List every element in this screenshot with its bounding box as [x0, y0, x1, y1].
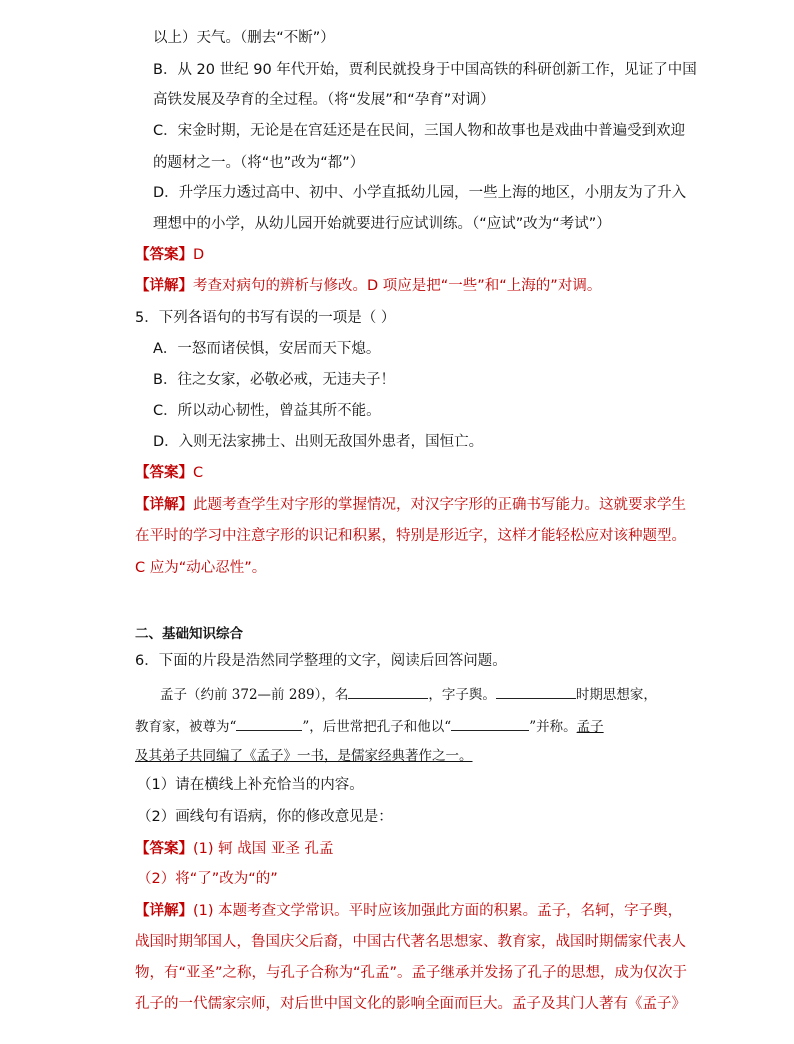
q5-detail-line1	[135, 495, 686, 515]
passage-text: 时期思想家，	[575, 687, 657, 703]
passage-text: ，字子舆。	[428, 687, 496, 703]
passage-line3	[135, 746, 473, 766]
detail-text: 考查对病句的辨析与修改。D 项应是把“一些”和“上海的”对调。	[193, 278, 602, 294]
q6-detail-line3: 物，有“亚圣”之称，与孔子合称为“孔孟”。孟子继承并发扬了孔子的思想，成为仅次于	[135, 965, 688, 981]
section-heading: 二、基础知识综合	[135, 626, 243, 642]
answer-blank[interactable]	[348, 684, 428, 699]
underlined-sentence: 孟子	[576, 719, 604, 735]
q4-option-a-tail: 以上）天气。（删去“不断”）	[153, 30, 335, 46]
answer-blank[interactable]	[496, 684, 576, 699]
q6-sub1: （1）请在横线上补充恰当的内容。	[137, 777, 364, 793]
passage-text: 教育家，被尊为“	[135, 719, 237, 735]
passage-line1	[160, 684, 657, 705]
detail-label: 【详解】	[135, 497, 193, 513]
passage-line2	[135, 716, 604, 737]
q5-option-a: A．一怒而诸侯惧，安居而天下熄。	[153, 341, 381, 357]
answer-value: (1) 轲 战国 亚圣 孔孟	[193, 841, 334, 857]
passage-text: 孟子（约前 372—前 289），名	[160, 687, 349, 703]
q6-answer-2: （2）将“了”改为“的”	[137, 871, 278, 887]
q4-option-d-line2: 理想中的小学，从幼儿园开始就要进行应试训练。（“应试”改为“考试”）	[153, 216, 611, 232]
q5-stem: 5．下列各语句的书写有误的一项是（ ）	[135, 310, 396, 326]
q4-option-c-line1: C．宋金时期，无论是在宫廷还是在民间，三国人物和故事也是戏曲中普遍受到欢迎	[153, 123, 686, 139]
answer-blank[interactable]	[451, 716, 529, 731]
q5-option-d: D．入则无法家拂士、出则无敌国外患者，国恒亡。	[153, 434, 484, 450]
q4-detail	[135, 276, 601, 296]
answer-value: C	[193, 465, 204, 481]
q6-answer	[135, 839, 333, 859]
q4-answer	[135, 245, 204, 265]
answer-value: D	[193, 247, 205, 263]
q6-detail-line1	[135, 901, 682, 921]
underlined-sentence: 及其弟子共同编了《孟子》一书，是儒家经典著作之一。	[135, 748, 473, 764]
q4-option-b-line2: 高铁发展及孕育的全过程。（将“发展”和“孕育”对调）	[153, 92, 495, 108]
detail-label: 【详解】	[135, 278, 193, 294]
answer-label: 【答案】	[135, 841, 193, 857]
q5-detail-line3: C 应为“动心忍性”。	[135, 560, 267, 576]
detail-text: 此题考查学生对字形的掌握情况，对汉字字形的正确书写能力。这就要求学生	[193, 497, 686, 513]
answer-label: 【答案】	[135, 247, 193, 263]
q4-option-c-line2: 的题材之一。（将“也”改为“都”）	[153, 155, 365, 171]
q6-detail-line2: 战国时期邹国人，鲁国庆父后裔，中国古代著名思想家、教育家，战国时期儒家代表人	[135, 934, 686, 950]
passage-text: ”并称。	[529, 719, 577, 735]
q6-detail-line4: 孔子的一代儒家宗师，对后世中国文化的影响全面而巨大。孟子及其门人著有《孟子》	[135, 996, 686, 1012]
answer-blank[interactable]	[236, 716, 302, 731]
q6-stem: 6．下面的片段是浩然同学整理的文字，阅读后回答问题。	[135, 653, 507, 669]
detail-text: (1) 本题考查文学常识。平时应该加强此方面的积累。孟子，名轲，字子舆，	[193, 903, 683, 919]
q5-detail-line2: 在平时的学习中注意字形的识记和积累，特别是形近字，这样才能轻松应对该种题型。	[135, 528, 686, 544]
q5-option-c: C．所以动心韧性，曾益其所不能。	[153, 403, 381, 419]
q4-option-d-line1: D．升学压力透过高中、初中、小学直抵幼儿园，一些上海的地区，小朋友为了升入	[153, 185, 687, 201]
answer-label: 【答案】	[135, 465, 193, 481]
q5-option-b: B．往之女家，必敬必戒，无违夫子！	[153, 372, 395, 388]
q6-sub2: （2）画线句有语病，你的修改意见是：	[137, 809, 393, 825]
q5-answer	[135, 463, 203, 483]
passage-text: ”，后世常把孔子和他以“	[302, 719, 452, 735]
q4-option-b-line1: B．从 20 世纪 90 年代开始，贾利民就投身于中国高铁的科研创新工作，见证了中国	[153, 62, 697, 78]
detail-label: 【详解】	[135, 903, 193, 919]
